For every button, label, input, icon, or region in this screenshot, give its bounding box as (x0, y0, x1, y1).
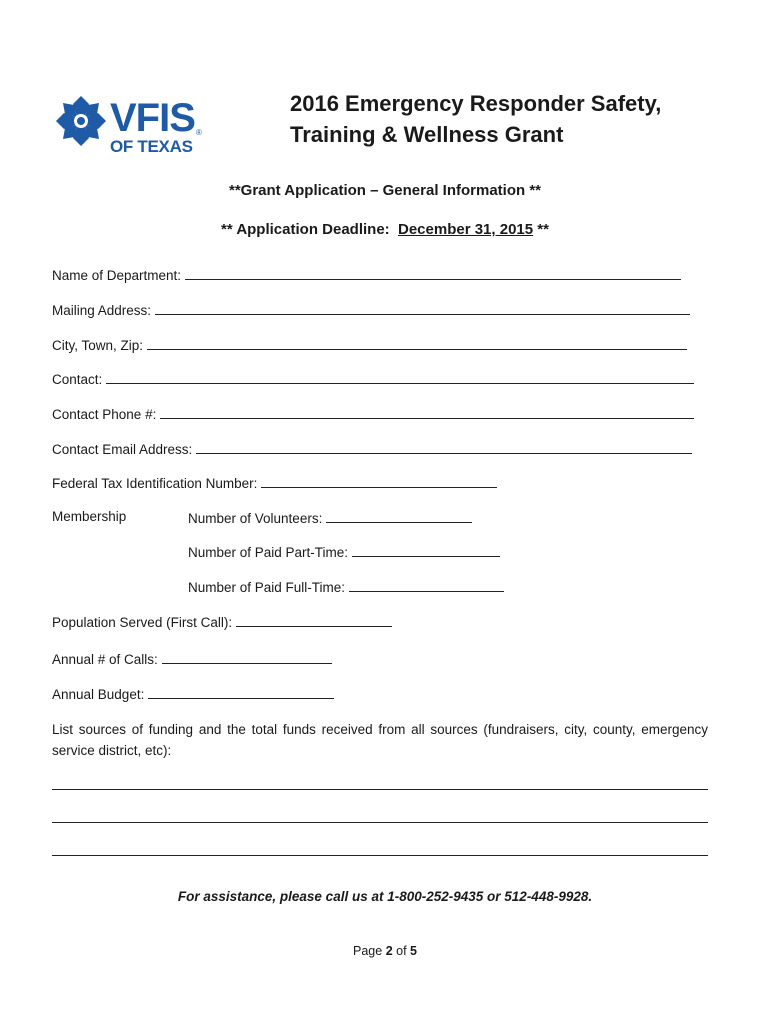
tax-id-field[interactable] (261, 474, 497, 488)
title-line-2: Training & Wellness Grant (290, 122, 564, 147)
page-total: 5 (410, 944, 417, 958)
full-time-label: Number of Paid Full-Time: (188, 580, 346, 595)
application-subtitle: **Grant Application – General Information ** (229, 182, 541, 199)
assistance-note: For assistance, please call us at 1-800-252-9435 or 512-448-9928. (177, 889, 593, 904)
tax-id-label: Federal Tax Identification Number: (52, 476, 258, 491)
population-label: Population Served (First Call): (52, 615, 233, 630)
email-label: Contact Email Address: (52, 442, 193, 457)
phone-row (52, 405, 694, 423)
part-time-label: Number of Paid Part-Time: (188, 545, 349, 560)
budget-field[interactable] (148, 685, 334, 699)
part-time-row (188, 543, 500, 561)
deadline-prefix: ** Application Deadline: (221, 221, 398, 238)
part-time-field[interactable] (352, 543, 500, 557)
funding-line-2[interactable] (52, 822, 708, 823)
volunteers-field[interactable] (326, 509, 472, 523)
funding-prompt: List sources of funding and the total funds received from all sources (fundraisers, city, county, emergency service district, etc): (52, 722, 708, 758)
city-field[interactable] (147, 336, 687, 350)
budget-label: Annual Budget: (52, 687, 145, 702)
deadline-line (0, 221, 770, 238)
city-row (52, 336, 687, 354)
department-field[interactable] (185, 266, 681, 280)
email-field[interactable] (196, 440, 692, 454)
volunteers-row (188, 509, 472, 527)
phone-field[interactable] (160, 405, 694, 419)
full-time-field[interactable] (349, 578, 504, 592)
contact-label: Contact: (52, 372, 103, 387)
funding-line-3[interactable] (52, 855, 708, 856)
email-row (52, 440, 692, 458)
population-row (52, 613, 392, 631)
title-line-1: 2016 Emergency Responder Safety, (290, 91, 662, 116)
membership-label: Membership (52, 509, 127, 524)
calls-row (52, 650, 332, 668)
mailing-label: Mailing Address: (52, 303, 152, 318)
calls-label: Annual # of Calls: (52, 652, 158, 667)
volunteers-label: Number of Volunteers: (188, 511, 323, 526)
registered-mark: ® (196, 128, 202, 137)
deadline-suffix: ** (533, 221, 549, 238)
vfis-logo (54, 90, 214, 160)
tax-id-row (52, 474, 497, 492)
full-time-row (188, 578, 504, 596)
page-number (0, 944, 770, 958)
city-label: City, Town, Zip: (52, 338, 144, 353)
mailing-field[interactable] (155, 301, 690, 315)
mailing-row (52, 301, 690, 319)
page-prefix: Page (353, 944, 386, 958)
logo-wordmark: VFIS (110, 96, 195, 140)
logo-subtitle: OF TEXAS (110, 137, 193, 156)
deadline-date: December 31, 2015 (398, 221, 534, 238)
grant-title (290, 88, 661, 150)
population-field[interactable] (236, 613, 392, 627)
contact-field[interactable] (106, 370, 694, 384)
phone-label: Contact Phone #: (52, 407, 157, 422)
budget-row (52, 685, 334, 703)
calls-field[interactable] (162, 650, 332, 664)
department-row (52, 266, 681, 284)
funding-line-1[interactable] (52, 789, 708, 790)
page-middle: of (392, 944, 411, 958)
maltese-cross-icon (54, 94, 108, 148)
department-label: Name of Department: (52, 268, 182, 283)
contact-row (52, 370, 694, 388)
page-current: 2 (385, 944, 393, 958)
